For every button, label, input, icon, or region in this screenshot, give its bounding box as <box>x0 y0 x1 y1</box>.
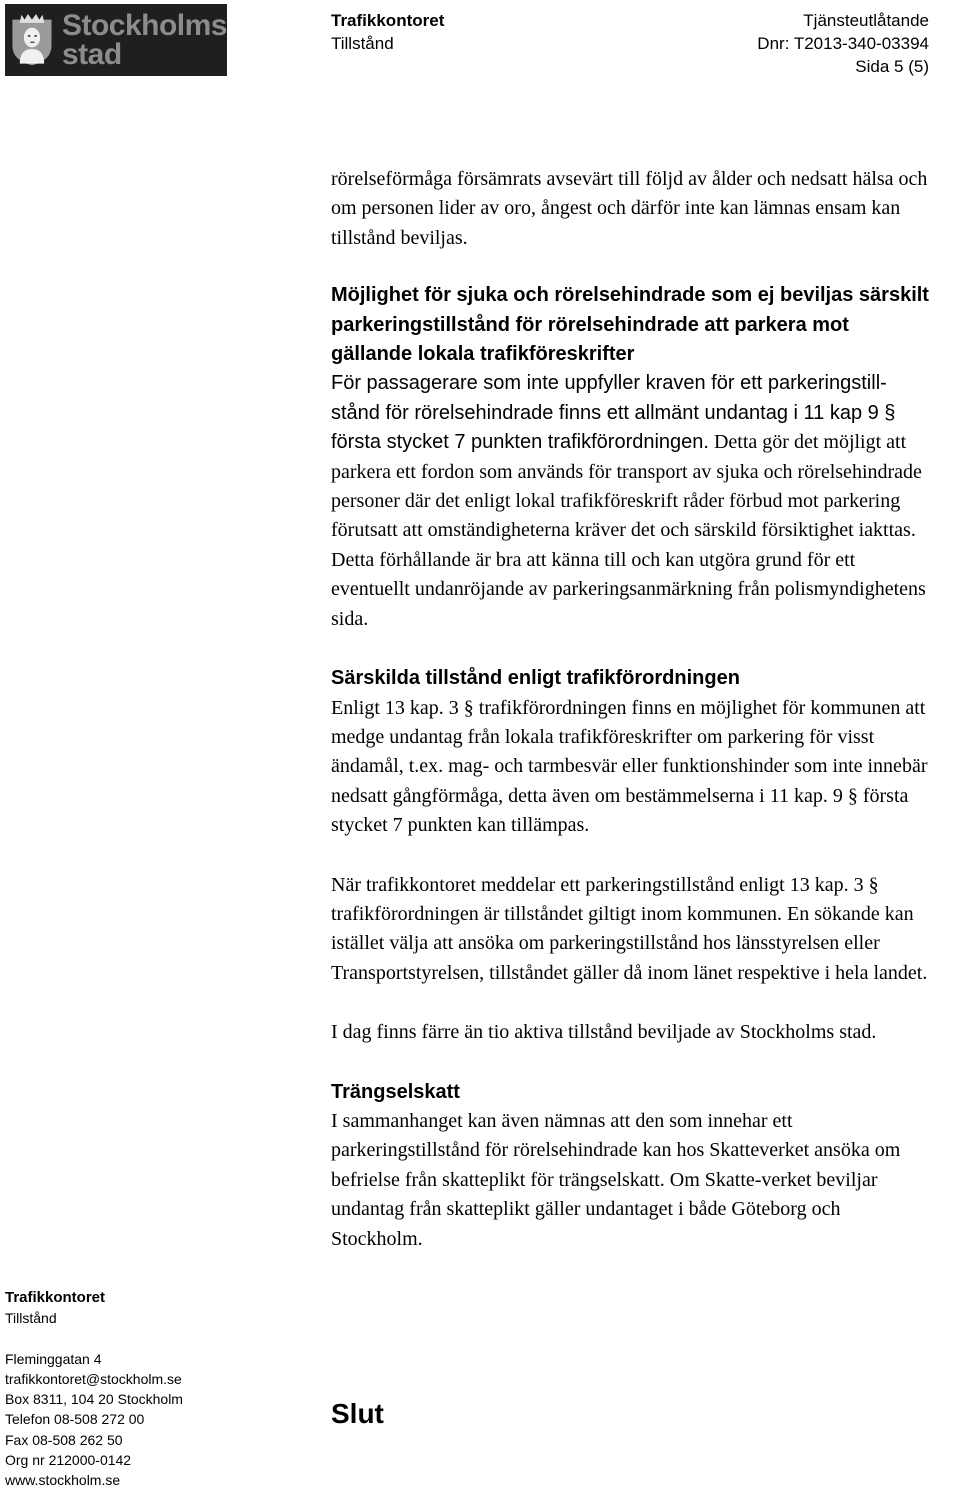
section-sjuka-text: Detta gör det möjligt att parkera ett fordon som används för transport av sjuka och rörelsehindrade personer där det enligt lokal trafikföreskrift råder förbud mot parkering förutsatt att omständigheterna kräver det och särskild försiktighet iakttas. Detta förhållande är bra att känna till och kan utgöra grund för ett eventuellt undanröjande av parkeringsanmärkning från polismyndighetens sida. <box>331 431 926 630</box>
footer-orgnr: Org nr 212000-0142 <box>5 1452 132 1469</box>
section-sarskilda-p3: I dag finns färre än tio aktiva tillstånd beviljade av Stockholms stad. <box>331 1021 877 1044</box>
stockholm-logo <box>5 4 227 76</box>
footer <box>5 1288 183 1491</box>
footer-web[interactable]: www.stockholm.se <box>5 1472 121 1489</box>
footer-email[interactable]: trafikkontoret@stockholm.se <box>5 1370 182 1387</box>
end-marker: Slut <box>331 1398 384 1429</box>
footer-fax: Fax 08-508 262 50 <box>5 1431 123 1448</box>
header-right <box>757 9 929 78</box>
section-trangselskatt-p1: I sammanhanget kan även nämnas att den som innehar ett parkeringstillstånd för rörelsehindrade kan hos Skatteverket ansöka om befrielse från skatteplikt för trängselskatt. Om Skatte-verket beviljar undantag från skatteplikt gäller undantaget i både Göteborg och Stockholm. <box>331 1109 901 1250</box>
logo-text-line2: stad <box>61 38 122 71</box>
footer-unit: Tillstånd <box>5 1310 57 1327</box>
header-doc-type: Tjänsteutlåtande <box>803 11 929 30</box>
footer-phone: Telefon 08-508 272 00 <box>5 1411 145 1428</box>
stockholm-crest-icon <box>10 7 54 73</box>
header-left <box>331 9 444 55</box>
footer-org: Trafikkontoret <box>5 1289 106 1306</box>
header-unit: Tillstånd <box>331 34 394 53</box>
intro-paragraph: rörelseförmåga försämrats avsevärt till följd av ålder och nedsatt hälsa och om personen lider av oro, ångest och därför inte kan lämnas ensam kan tillstånd beviljas. <box>331 168 928 249</box>
footer-box: Box 8311, 104 20 Stockholm <box>5 1391 183 1408</box>
document-body <box>331 165 931 1254</box>
section-sarskilda-p2: När trafikkontoret meddelar ett parkeringstillstånd enligt 13 kap. 3 § trafikförordningen är tillståndet giltigt inom kommunen. En sökande kan istället välja att ansöka om parkeringstillstånd hos länsstyrelsen eller Transportstyrelsen, tillståndet gäller då inom länet respektive i hela landet. <box>331 873 928 984</box>
footer-address: Fleminggatan 4 <box>5 1350 102 1367</box>
section-sarskilda-p1: Enligt 13 kap. 3 § trafikförordningen finns en möjlighet för kommunen att medge undantag från lokala trafikföreskrifter om parkering för visst ändamål, t.ex. mag- och tarmbesvär eller funktionshinder som inte innebär nedsatt gångförmåga, detta även om bestämmelserna i 11 kap. 9 § första stycket 7 punkten kan tillämpas. <box>331 696 928 837</box>
section-heading-sjuka: Möjlighet för sjuka och rörelsehindrade som ej beviljas särskilt parkeringstillstånd för rörelsehindrade att parkera mot gällande lokala trafikföreskrifter <box>331 284 929 366</box>
section-sjuka-paragraph <box>331 369 931 634</box>
header-page-number: Sida 5 (5) <box>855 57 929 76</box>
header-dnr: Dnr: T2013-340-03394 <box>757 34 929 53</box>
section-heading-trangselskatt: Trängselskatt <box>331 1080 460 1103</box>
section-heading-sarskilda: Särskilda tillstånd enligt trafikförordningen <box>331 667 740 690</box>
section-sjuka-lead: För passagerare som inte uppfyller kraven för ett parkeringstill-stånd för rörelsehindrade finns ett allmänt undantag i 11 kap 9 § första stycket 7 punkten trafikförordningen. <box>331 372 896 454</box>
header-org: Trafikkontoret <box>331 11 445 30</box>
logo-text-line1: Stockholms <box>61 9 227 42</box>
